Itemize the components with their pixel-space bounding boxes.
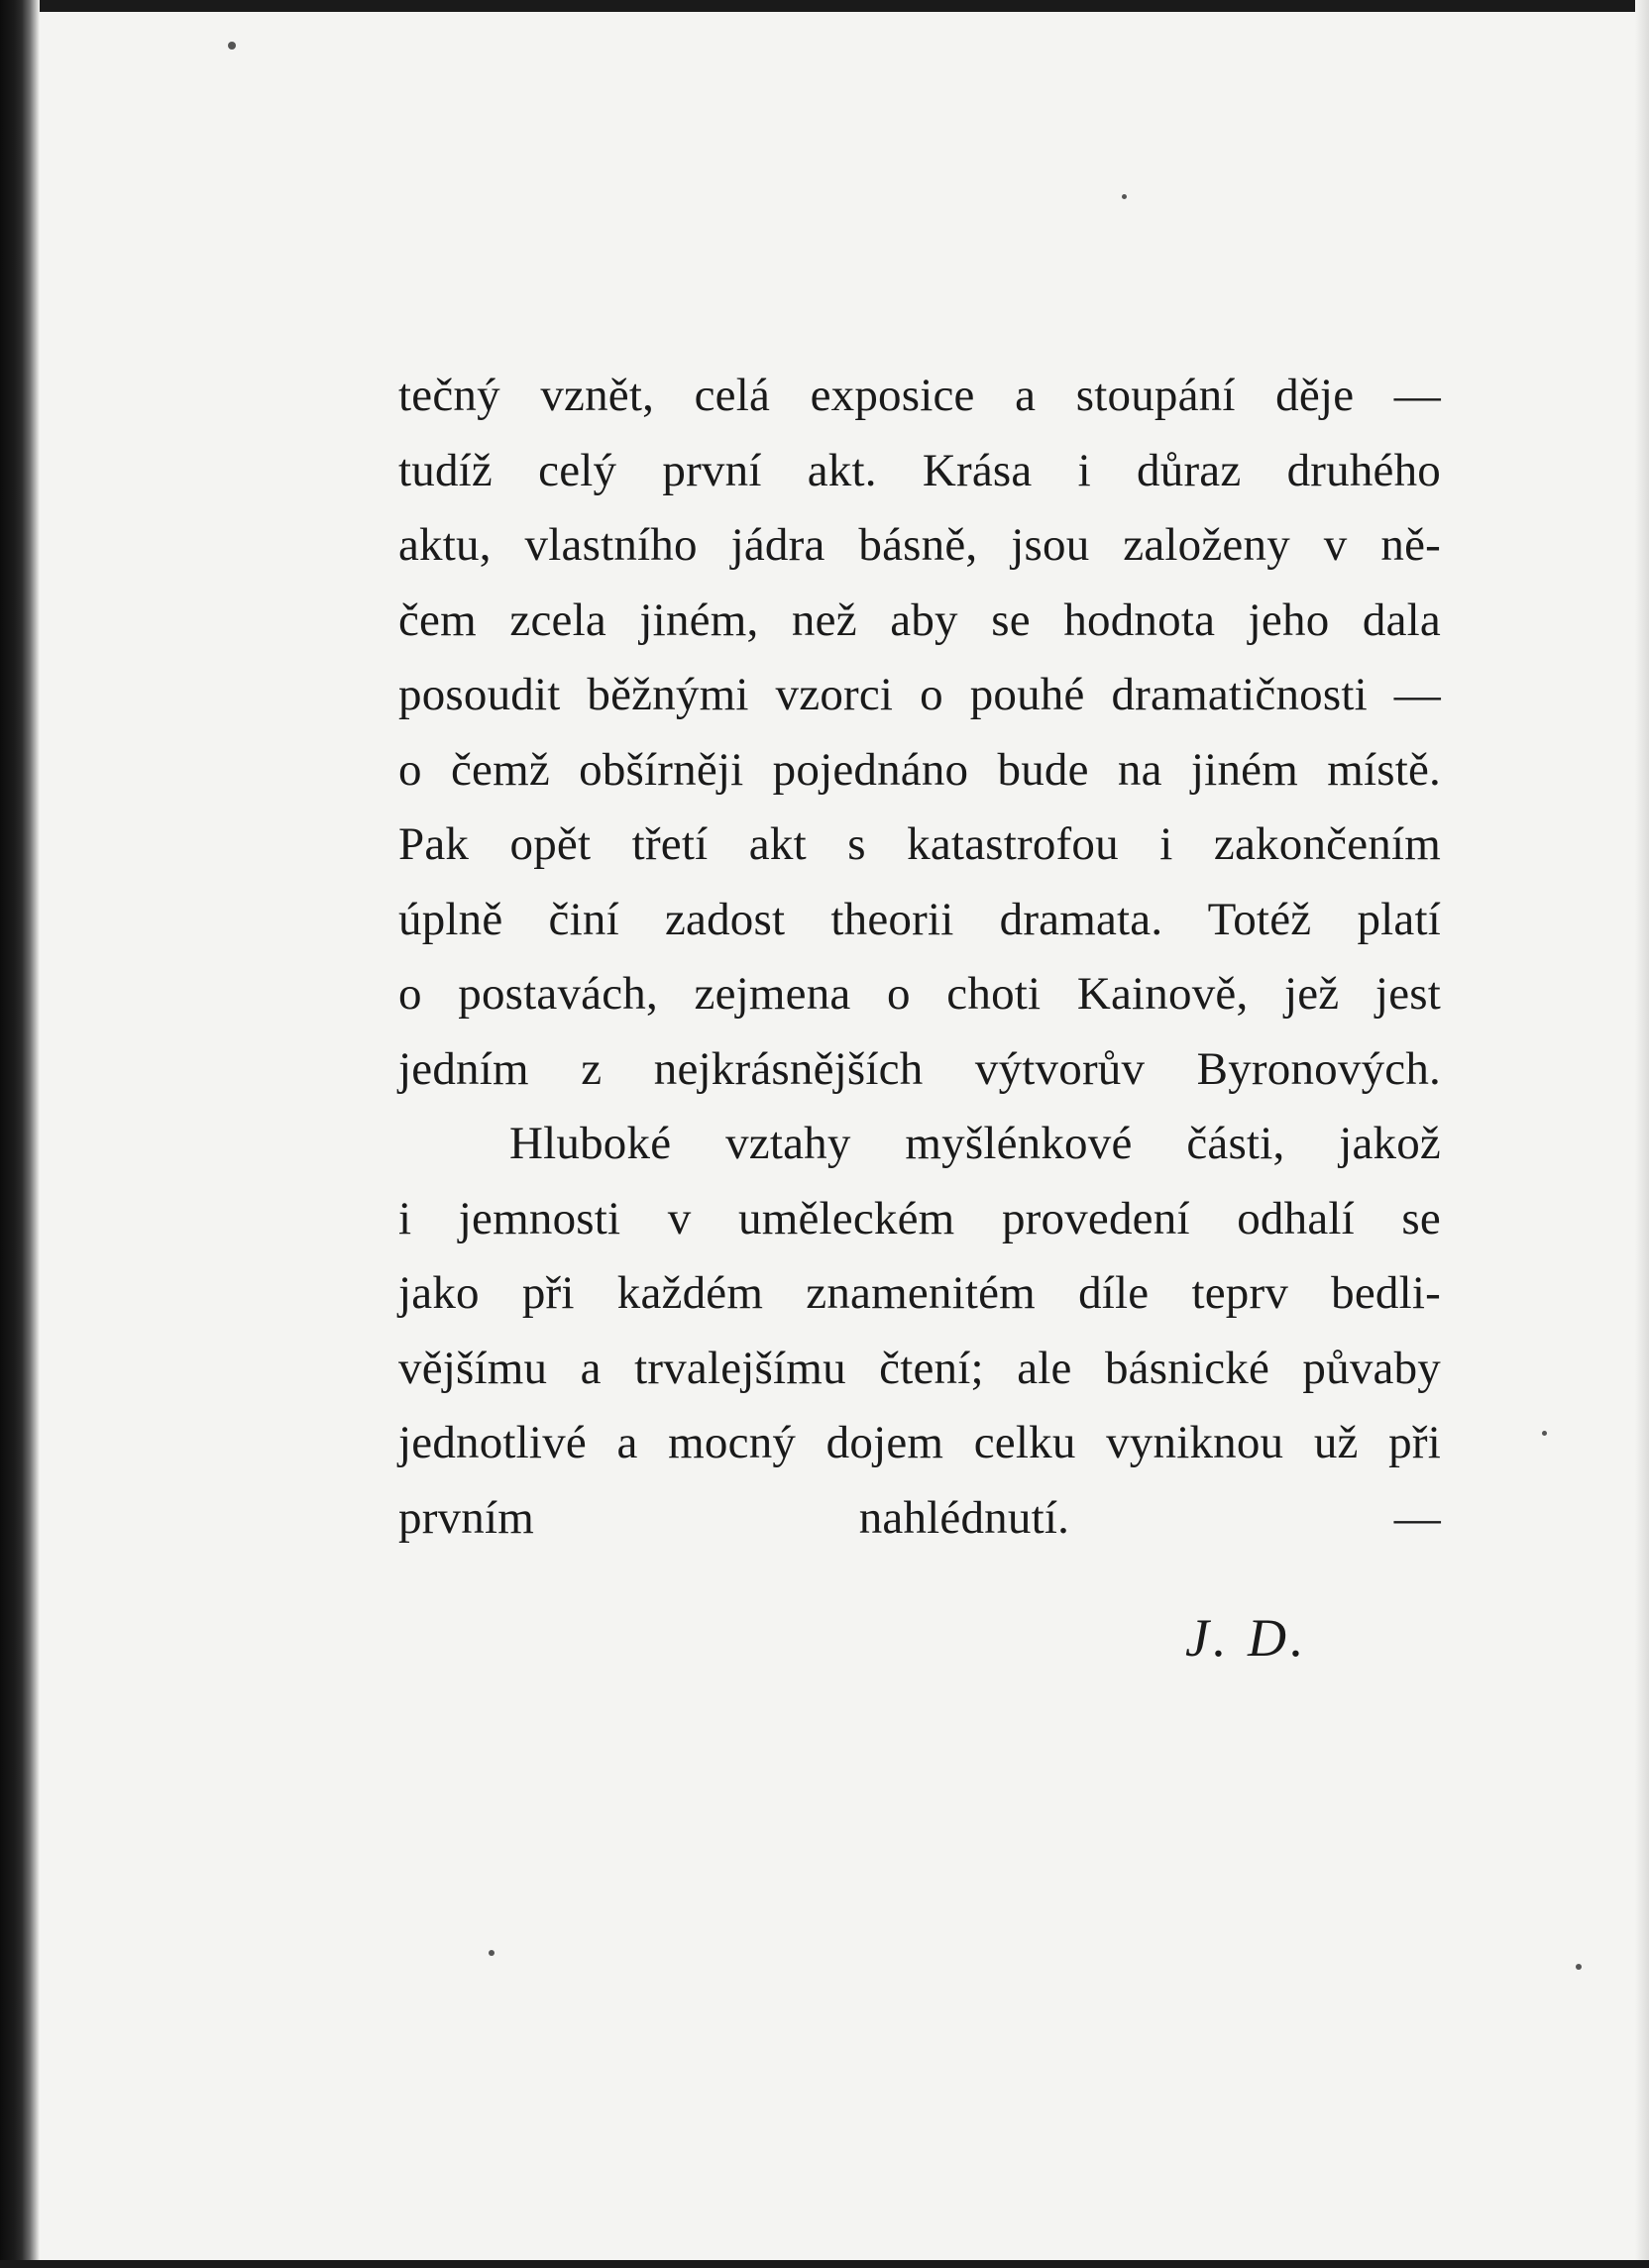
scan-speck <box>1122 194 1127 199</box>
text-line: Hluboké vztahy myšlénkové části, jakož <box>509 1118 1441 1169</box>
text-line: vějšímu a trvalejšímu čtení; ale básnické půvaby <box>398 1342 1441 1394</box>
text-line: i jemnosti v uměleckém provedení odhalí se <box>398 1192 1441 1244</box>
scan-speck <box>1576 1964 1582 1970</box>
book-spine-shadow <box>0 0 40 2268</box>
scan-speck <box>489 1950 495 1956</box>
text-line: tudíž celý první akt. Krása i důraz druhého <box>398 444 1441 496</box>
text-line: tečný vznět, celá exposice a stoupání děje — <box>398 370 1441 421</box>
scan-border-top <box>0 0 1649 12</box>
text-line: jedním z nejkrásnějších výtvorův Byronových. <box>398 1042 1441 1095</box>
paragraph-2 <box>398 1107 1441 1556</box>
scan-border-bottom <box>0 2260 1649 2268</box>
author-signature: J. D. <box>1185 1608 1308 1668</box>
text-line: o čemž obšírněji pojednáno bude na jiném místě. <box>398 743 1441 796</box>
text-line: aktu, vlastního jádra básně, jsou založeny v ně- <box>398 519 1441 571</box>
text-line: jako při každém znamenitém díle teprv bedli- <box>398 1267 1441 1319</box>
page-right-edge <box>1635 0 1649 2268</box>
text-line: posoudit běžnými vzorci o pouhé dramatičnosti — <box>398 669 1441 720</box>
text-line: čem zcela jiném, než aby se hodnota jeho dala <box>398 594 1441 646</box>
text-line: úplně činí zadost theorii dramata. Totéž platí <box>398 893 1441 945</box>
text-line: o postavách, zejmena o choti Kainově, jež jest <box>398 968 1441 1020</box>
paragraph-1 <box>398 359 1441 1107</box>
scan-speck <box>228 42 236 50</box>
scan-speck <box>1542 1431 1547 1436</box>
text-line: prvním nahlédnutí. — <box>398 1491 1441 1544</box>
body-text <box>398 359 1441 1556</box>
text-line: jednotlivé a mocný dojem celku vyniknou už při <box>398 1417 1441 1468</box>
text-line: Pak opět třetí akt s katastrofou i zakončením <box>398 818 1441 870</box>
